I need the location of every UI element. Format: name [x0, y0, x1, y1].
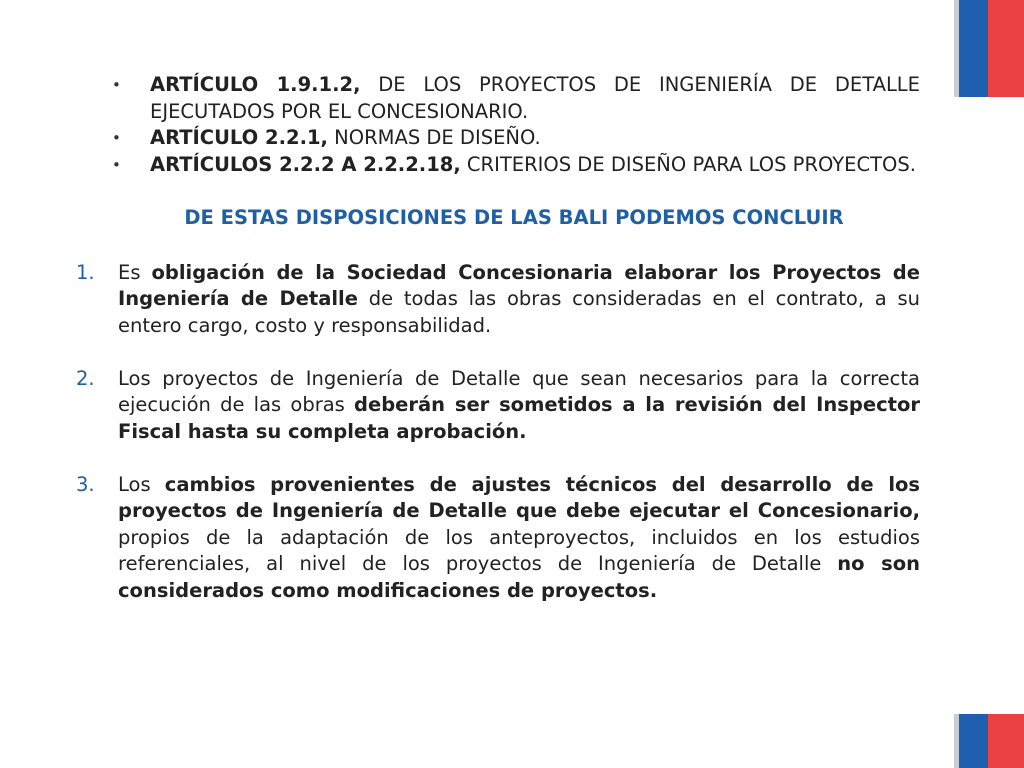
conclusion-text-normal: propios de la adaptación de los anteproyectos, incluidos en los estudios referenciales, al nivel de los proyectos de Ingeniería de Detalle — [118, 525, 920, 575]
flag-red-stripe — [988, 714, 1024, 768]
item-number: 3. — [76, 472, 95, 496]
article-item — [108, 152, 920, 179]
article-description: NORMAS DE DISEÑO. — [327, 126, 541, 149]
flag-blue-stripe — [959, 0, 988, 97]
article-description: CRITERIOS DE DISEÑO PARA LOS PROYECTOS. — [460, 152, 916, 176]
flag-decoration-top — [954, 0, 1024, 97]
article-item — [108, 72, 920, 125]
item-number: 2. — [76, 366, 95, 390]
article-number: ARTÍCULOS 2.2.2 A 2.2.2.18, — [150, 152, 461, 176]
flag-red-stripe — [988, 0, 1024, 97]
flag-blue-stripe — [959, 714, 988, 768]
article-list — [108, 72, 920, 178]
conclusion-item — [76, 366, 920, 446]
conclusion-text-normal: Los proyectos de Ingeniería de Detalle que sean necesarios para la correcta ejecución de las obras — [118, 366, 920, 416]
flag-decoration-bottom — [954, 714, 1024, 768]
bullet-icon: • — [112, 76, 121, 94]
conclusion-text-bold: deberán ser sometidos a la revisión del Inspector Fiscal hasta su completa aprobación. — [118, 393, 920, 443]
conclusion-item — [76, 260, 921, 340]
conclusion-text-normal: Es — [118, 260, 152, 284]
article-number: ARTÍCULO 2.2.1, — [150, 126, 328, 149]
conclusion-text-normal: Los — [118, 472, 165, 496]
conclusion-list — [76, 260, 921, 605]
item-number: 1. — [76, 260, 95, 284]
conclusion-item — [76, 472, 921, 605]
conclusion-text-bold: cambios provenientes de ajustes técnicos del desarrollo de los proyectos de Ingeniería de Detalle que debe ejecutar el Concesionario, — [118, 472, 921, 522]
section-heading: DE ESTAS DISPOSICIONES DE LAS BALI PODEMOS CONCLUIR — [184, 206, 844, 229]
slide-content — [76, 72, 921, 631]
bullet-icon: • — [112, 129, 121, 147]
article-number: ARTÍCULO 1.9.1.2, — [150, 73, 361, 96]
conclusion-text-normal: de todas las obras consideradas en el contrato, a su entero cargo, costo y responsabilidad. — [118, 287, 921, 337]
conclusion-text-bold: obligación de la Sociedad Concesionaria elaborar los Proyectos de Ingeniería de Detalle — [118, 260, 920, 310]
bullet-icon: • — [112, 155, 121, 174]
conclusion-text-bold: no son considerados como modificaciones de proyectos. — [118, 552, 920, 602]
article-item — [108, 125, 920, 152]
article-description: DE LOS PROYECTOS DE INGENIERÍA DE DETALLE EJECUTADOS POR EL CONCESIONARIO. — [150, 73, 920, 123]
